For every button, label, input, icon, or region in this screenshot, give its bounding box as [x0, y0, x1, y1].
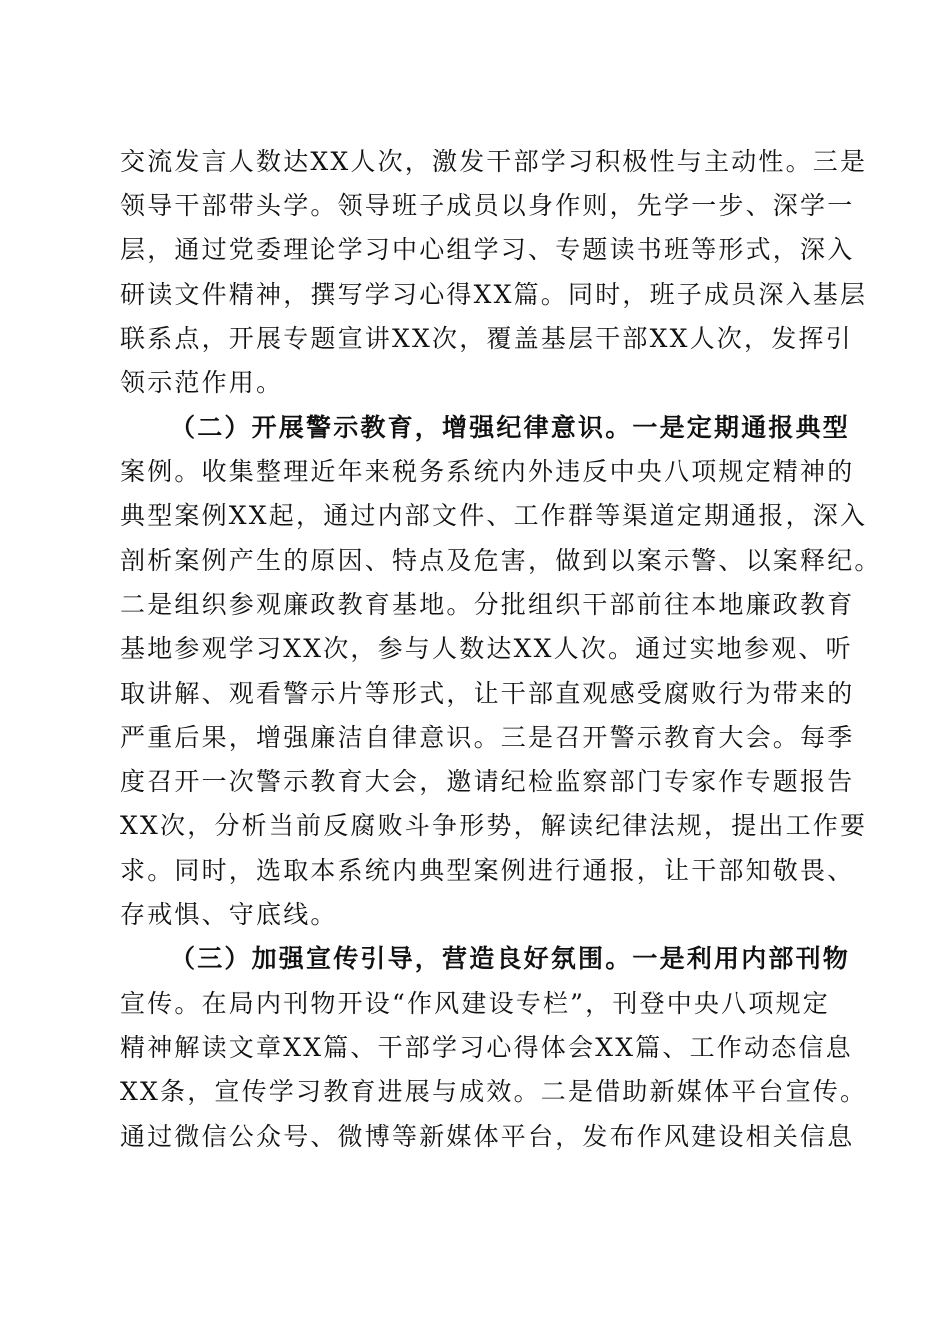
- text-line: 取讲解、观看警示片等形式，让干部直观感受腐败行为带来的: [120, 679, 855, 708]
- text-line: 宣传。在局内刊物开设“作风建设专栏”，刊登中央八项规定: [120, 989, 830, 1018]
- text-line: XX条，宣传学习教育进展与成效。二是借助新媒体平台宣传。: [120, 1077, 868, 1106]
- text-line: 通过微信公众号、微博等新媒体平台，发布作风建设相关信息: [120, 1122, 855, 1151]
- text-line: 求。同时，选取本系统内典型案例进行通报，让干部知敬畏、: [120, 856, 855, 885]
- text-line: 存戒惧、守底线。: [120, 900, 338, 929]
- text-line: 领导干部带头学。领导班子成员以身作则，先学一步、深学一: [120, 191, 855, 220]
- section-heading-line: （二）开展警示教育，增强纪律意识。一是定期通报典型: [170, 413, 851, 442]
- text-line: 严重后果，增强廉洁自律意识。三是召开警示教育大会。每季: [120, 723, 855, 752]
- text-line: XX次，分析当前反腐败斗争形势，解读纪律法规，提出工作要: [120, 811, 868, 840]
- text-line: 层，通过党委理论学习中心组学习、专题读书班等形式，深入: [120, 235, 855, 264]
- text-line: 二是组织参观廉政教育基地。分批组织干部前往本地廉政教育: [120, 590, 855, 619]
- text-line: 案例。收集整理近年来税务系统内外违反中央八项规定精神的: [120, 457, 855, 486]
- text-line: 度召开一次警示教育大会，邀请纪检监察部门专家作专题报告: [120, 767, 855, 796]
- text-line: 领示范作用。: [120, 368, 284, 397]
- text-line: 联系点，开展专题宣讲XX次，覆盖基层干部XX人次，发挥引: [120, 324, 853, 353]
- text-line: 精神解读文章XX篇、干部学习心得体会XX篇、工作动态信息: [120, 1033, 853, 1062]
- text-line: 典型案例XX起，通过内部文件、工作群等渠道定期通报，深入: [120, 501, 868, 530]
- text-line: 交流发言人数达XX人次，激发干部学习积极性与主动性。三是: [120, 147, 868, 176]
- text-line: 基地参观学习XX次，参与人数达XX人次。通过实地参观、听: [120, 634, 853, 663]
- section-heading-line: （三）加强宣传引导，营造良好氛围。一是利用内部刊物: [170, 944, 851, 973]
- text-line: 剖析案例产生的原因、特点及危害，做到以案示警、以案释纪。: [120, 546, 882, 575]
- text-line: 研读文件精神，撰写学习心得XX篇。同时，班子成员深入基层: [120, 280, 868, 309]
